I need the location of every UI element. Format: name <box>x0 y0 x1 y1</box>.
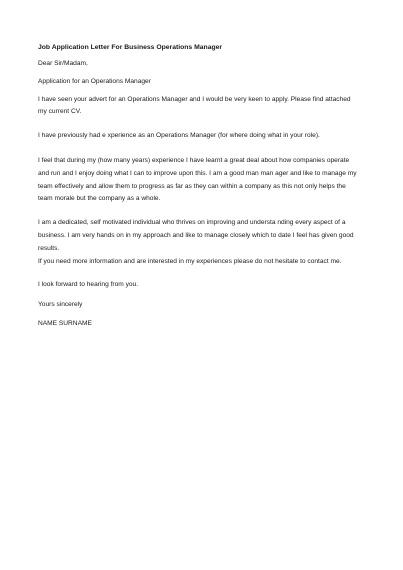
paragraph-line: I feel that during my (how many years) experience I have learnt a great deal about how companies operate <box>38 156 350 164</box>
signer-name: NAME SURNAME <box>38 319 92 327</box>
paragraph-line: I am a dedicated, self motivated individual who thrives on improving and understa nding every aspect of a <box>38 219 346 227</box>
subject-line: Application for an Operations Manager <box>38 77 151 85</box>
paragraph-line: team morale but the company as a whole. <box>38 195 161 203</box>
paragraph-2 <box>38 130 368 143</box>
paragraph-1 <box>38 94 368 120</box>
paragraph-line: business. I am very hands on in my approach and like to manage closely which to date I feel has given good <box>38 231 354 239</box>
signoff: Yours sincerely <box>38 301 83 309</box>
paragraph-4 <box>38 217 368 268</box>
paragraph-line: my current CV. <box>38 108 82 116</box>
paragraph-3 <box>38 155 368 206</box>
paragraph-line: results. <box>38 244 60 252</box>
paragraph-line: If you need more information and are interested in my experiences please do not hesitate to contact me. <box>38 257 342 265</box>
paragraph-line: and run and I enjoy doing what I can to improve upon this. I am a good man man ager and like to manage my <box>38 169 357 177</box>
paragraph-line: team effectively and allow them to progress as far as they can within a company as this not only helps the <box>38 182 346 190</box>
paragraph-line: I have previously had e xperience as an Operations Manager (for where doing what in your role). <box>38 132 320 140</box>
closing-line: I look forward to hearing from you. <box>38 281 139 289</box>
letter-body <box>38 42 368 331</box>
letter-title: Job Application Letter For Business Operations Manager <box>38 44 223 51</box>
paragraph-line: I have seen your advert for an Operations Manager and I would be very keen to apply. Please find attached <box>38 95 351 103</box>
salutation: Dear Sir/Madam, <box>38 60 88 67</box>
